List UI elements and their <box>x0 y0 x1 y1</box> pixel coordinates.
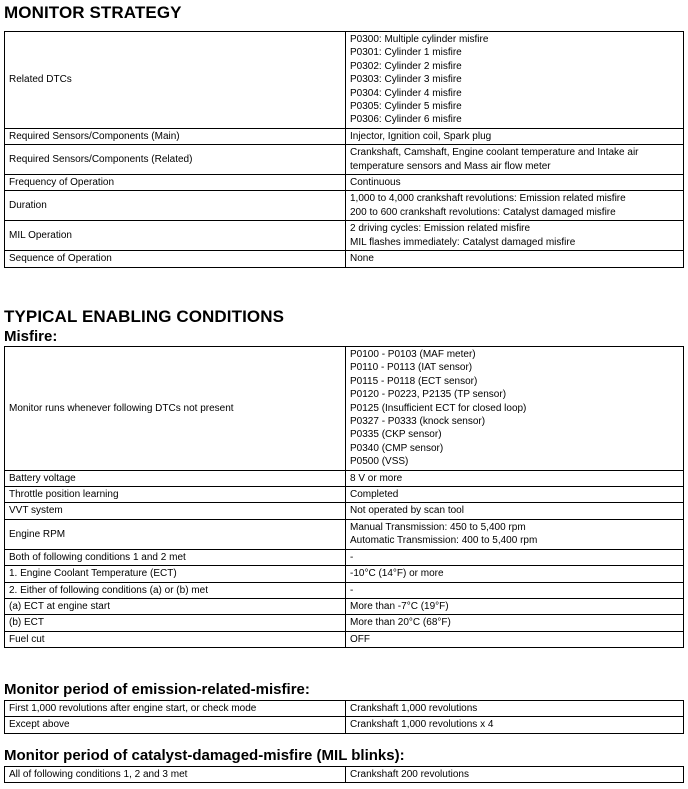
row-label: MIL Operation <box>5 221 346 251</box>
row-label: 2. Either of following conditions (a) or (b) met <box>5 582 346 598</box>
value-line: - <box>350 551 354 563</box>
catalyst-period-table <box>4 766 684 783</box>
table-row <box>5 582 684 598</box>
value-line: 2 driving cycles: Emission related misfire <box>350 223 531 235</box>
value-line: Manual Transmission: 450 to 5,400 rpm <box>350 521 526 533</box>
enabling-conditions-title: TYPICAL ENABLING CONDITIONS <box>4 307 285 326</box>
value-line: P0340 (CMP sensor) <box>350 442 444 454</box>
value-line: MIL flashes immediately: Catalyst damaged misfire <box>350 236 576 248</box>
value-line: -10°C (14°F) or more <box>350 568 444 580</box>
value-line: Crankshaft 200 revolutions <box>350 769 469 780</box>
table-row <box>5 503 684 519</box>
table-row <box>5 767 684 783</box>
row-label: Duration <box>5 191 346 221</box>
value-line: None <box>350 253 374 265</box>
row-label: Both of following conditions 1 and 2 met <box>5 549 346 565</box>
value-line: Completed <box>350 489 399 501</box>
row-value <box>346 221 684 251</box>
row-value <box>346 582 684 598</box>
value-line: P0301: Cylinder 1 misfire <box>350 47 462 59</box>
value-line: OFF <box>350 633 370 645</box>
value-line: - <box>350 584 354 596</box>
row-label: Monitor runs whenever following DTCs not present <box>5 347 346 471</box>
value-line: P0304: Cylinder 4 misfire <box>350 87 462 99</box>
value-line: P0300: Multiple cylinder misfire <box>350 34 489 45</box>
monitor-strategy-title: MONITOR STRATEGY <box>4 3 182 22</box>
value-line: P0500 (VSS) <box>350 456 409 468</box>
table-row <box>5 598 684 614</box>
row-label: Engine RPM <box>5 519 346 549</box>
value-line: P0110 - P0113 (IAT sensor) <box>350 362 473 374</box>
value-line: Crankshaft 1,000 revolutions <box>350 703 478 714</box>
row-value <box>346 191 684 221</box>
misfire-subtitle: Misfire: <box>4 328 58 345</box>
row-value <box>346 519 684 549</box>
value-line: Injector, Ignition coil, Spark plug <box>350 130 492 142</box>
table-row <box>5 145 684 175</box>
row-label: Sequence of Operation <box>5 251 346 267</box>
table-row <box>5 631 684 647</box>
value-line: P0115 - P0118 (ECT sensor) <box>350 375 478 387</box>
value-line: temperature sensors and Mass air flow meter <box>350 160 551 172</box>
row-label: VVT system <box>5 503 346 519</box>
row-label: Fuel cut <box>5 631 346 647</box>
row-label: (a) ECT at engine start <box>5 598 346 614</box>
row-value <box>346 598 684 614</box>
row-label: Related DTCs <box>5 32 346 129</box>
row-value <box>346 128 684 144</box>
table-row <box>5 566 684 582</box>
table-row <box>5 470 684 486</box>
value-line: P0100 - P0103 (MAF meter) <box>350 349 476 360</box>
value-line: P0305: Cylinder 5 misfire <box>350 101 462 113</box>
row-value <box>346 701 684 717</box>
row-value <box>346 487 684 503</box>
row-label: (b) ECT <box>5 615 346 631</box>
table-row <box>5 487 684 503</box>
row-value <box>346 717 684 733</box>
value-line: P0303: Cylinder 3 misfire <box>350 74 462 86</box>
row-value <box>346 470 684 486</box>
row-value <box>346 175 684 191</box>
catalyst-period-title: Monitor period of catalyst-damaged-misfire (MIL blinks): <box>4 747 405 764</box>
row-label: Throttle position learning <box>5 487 346 503</box>
table-row <box>5 615 684 631</box>
row-value <box>346 32 684 129</box>
value-line: Crankshaft 1,000 revolutions x 4 <box>350 719 494 731</box>
row-value <box>346 503 684 519</box>
value-line: P0125 (Insufficient ECT for closed loop) <box>350 402 527 414</box>
row-label: Frequency of Operation <box>5 175 346 191</box>
table-row <box>5 221 684 251</box>
row-label: Required Sensors/Components (Related) <box>5 145 346 175</box>
value-line: P0302: Cylinder 2 misfire <box>350 60 462 72</box>
row-value <box>346 566 684 582</box>
value-line: P0306: Cylinder 6 misfire <box>350 114 462 126</box>
value-line: 200 to 600 crankshaft revolutions: Catalyst damaged misfire <box>350 206 616 218</box>
table-row <box>5 32 684 129</box>
value-line: Not operated by scan tool <box>350 505 464 517</box>
table-row <box>5 519 684 549</box>
table-row <box>5 175 684 191</box>
row-value <box>346 347 684 471</box>
row-value <box>346 145 684 175</box>
row-value <box>346 251 684 267</box>
row-value <box>346 631 684 647</box>
row-value <box>346 767 684 783</box>
table-row <box>5 701 684 717</box>
table-row <box>5 128 684 144</box>
monitor-strategy-table <box>4 31 684 268</box>
value-line: 1,000 to 4,000 crankshaft revolutions: Emission related misfire <box>350 193 626 205</box>
value-line: Continuous <box>350 177 401 189</box>
row-label: First 1,000 revolutions after engine start, or check mode <box>5 701 346 717</box>
emission-period-title: Monitor period of emission-related-misfire: <box>4 681 310 698</box>
enabling-conditions-table <box>4 346 684 648</box>
table-row <box>5 347 684 471</box>
table-row <box>5 191 684 221</box>
emission-period-table <box>4 700 684 734</box>
row-label: Battery voltage <box>5 470 346 486</box>
value-line: More than 20°C (68°F) <box>350 617 451 629</box>
value-line: 8 V or more <box>350 472 403 484</box>
value-line: P0335 (CKP sensor) <box>350 429 442 441</box>
row-value <box>346 615 684 631</box>
row-label: All of following conditions 1, 2 and 3 met <box>5 767 346 783</box>
value-line: P0327 - P0333 (knock sensor) <box>350 416 486 428</box>
row-label: Except above <box>5 717 346 733</box>
row-label: 1. Engine Coolant Temperature (ECT) <box>5 566 346 582</box>
table-row <box>5 549 684 565</box>
value-line: P0120 - P0223, P2135 (TP sensor) <box>350 389 507 401</box>
row-value <box>346 549 684 565</box>
table-row <box>5 717 684 733</box>
value-line: Crankshaft, Camshaft, Engine coolant temperature and Intake air <box>350 147 639 159</box>
value-line: More than -7°C (19°F) <box>350 600 449 612</box>
value-line: Automatic Transmission: 400 to 5,400 rpm <box>350 535 538 547</box>
table-row <box>5 251 684 267</box>
row-label: Required Sensors/Components (Main) <box>5 128 346 144</box>
